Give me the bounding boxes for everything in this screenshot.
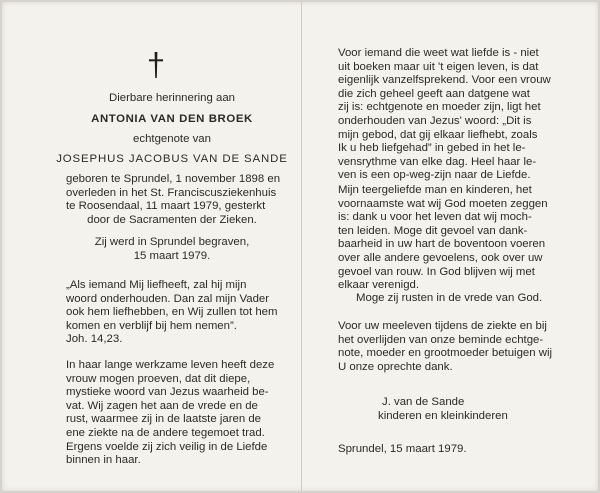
- scripture-reference: Joh. 14,23.: [66, 333, 123, 346]
- text-line: ven is een op-weg-zijn naar de Liefde.: [338, 169, 531, 182]
- signature-name: J. van de Sande: [382, 396, 465, 408]
- text-line: „Als iemand Mij liefheeft, zal hij mijn: [66, 279, 247, 291]
- text-line: U onze oprechte dank.: [338, 360, 453, 373]
- text-line: vensrythme van elke dag. Heel haar le-: [338, 155, 537, 168]
- intro-text: Dierbare herinnering aan: [108, 92, 235, 104]
- text-line: overleden in het St. Franciscusziekenhuis: [66, 186, 277, 199]
- text-line: Ik u heb liefgehad” in gebed in het le-: [338, 142, 526, 155]
- text-line: voornaamste wat wij God moeten zeggen: [338, 197, 548, 210]
- text-line: zij is: echtgenote en moeder zijn, ligt het: [338, 101, 541, 114]
- rest-line: Moge zij rusten in de vrede van God.: [356, 292, 543, 304]
- love-paragraph: [338, 47, 566, 183]
- text-line: komen en verblijf bij hem nemen”.: [66, 319, 237, 332]
- text-line: rust, waarmee zij in de laatste jaren de: [66, 413, 262, 426]
- text-line: geboren te Sprundel, 1 november 1898 en: [66, 173, 281, 185]
- text-line: onderhouden van Jezus' woord: „Dit is: [338, 114, 532, 127]
- text-line: note, moeder en grootmoeder betuigen wij: [338, 347, 553, 360]
- text-line: is: dank u voor het leven dat wij moch-: [338, 211, 532, 224]
- text-line: In haar lange werkzame leven heeft deze: [66, 359, 275, 371]
- text-line: baarheid in uw hart de boventoon voeren: [338, 238, 546, 251]
- place-date: Sprundel, 15 maart 1979.: [338, 443, 467, 455]
- text-line: door de Sacramenten der Zieken.: [87, 213, 257, 226]
- text-line: ene ziekte na de andere tegemoet trad.: [66, 426, 265, 439]
- text-line: het overlijden van onze beminde echtge-: [338, 333, 544, 346]
- thanks-paragraph: [338, 320, 566, 374]
- text-line: gevoel van rouw. In God blijven wij met: [338, 265, 535, 278]
- family-paragraph: [338, 184, 566, 293]
- text-line: Ergens voelde zij zich veilig in de Liefde: [66, 440, 268, 453]
- text-line: Mijn teergeliefde man en kinderen, het: [338, 184, 532, 196]
- fold-line: [301, 2, 302, 491]
- text-line: 15 maart 1979.: [133, 249, 211, 262]
- text-line: binnen in haar.: [66, 454, 141, 467]
- signature-family: kinderen en kleinkinderen: [378, 409, 508, 422]
- scripture-quote: [66, 279, 278, 347]
- cross-icon: [146, 50, 166, 82]
- text-line: mijn gebod, dat gij elkaar liefhebt, zoals: [338, 128, 538, 141]
- text-line: te Roosendaal, 11 maart 1979, gesterkt: [66, 200, 266, 213]
- text-line: eigenlijk vanzelfsprekend. Voor een vrouw: [338, 74, 551, 87]
- burial-paragraph: [66, 236, 278, 263]
- text-line: uit boeken maar uit 't eigen leven, is dat: [338, 60, 539, 73]
- text-line: Zij werd in Sprundel begraven,: [94, 236, 250, 248]
- text-line: vat. Wij zagen het aan de vrede en de: [66, 399, 258, 412]
- text-line: vrouw mogen proeven, dat dit diepe,: [66, 372, 251, 385]
- text-line: Voor iemand die weet wat liefde is - niet: [338, 47, 539, 59]
- text-line: ten leiden. Moge dit gevoel van dank-: [338, 224, 528, 237]
- life-paragraph: [66, 359, 278, 468]
- text-line: ook hem liefhebben, en Wij zullen tot hem: [66, 306, 278, 319]
- spouse-name: JOSEPHUS JACOBUS VAN DE SANDE: [56, 153, 288, 165]
- deceased-name: ANTONIA VAN DEN BROEK: [91, 113, 253, 125]
- birth-death-paragraph: [66, 173, 281, 227]
- text-line: elkaar verenigd.: [338, 279, 420, 292]
- text-line: woord onderhouden. Dan zal mijn Vader: [66, 292, 270, 305]
- spouse-intro: echtgenote van: [133, 133, 211, 145]
- text-line: over alle andere gevoelens, ook over uw: [338, 251, 543, 264]
- text-line: mystieke woord van Jezus waarheid be-: [66, 386, 269, 399]
- text-line: die zich geheel geeft aan datgene wat: [338, 87, 530, 100]
- signature-block: [378, 396, 566, 423]
- memorial-card: [2, 2, 598, 491]
- text-line: Voor uw meeleven tijdens de ziekte en bij: [338, 320, 547, 332]
